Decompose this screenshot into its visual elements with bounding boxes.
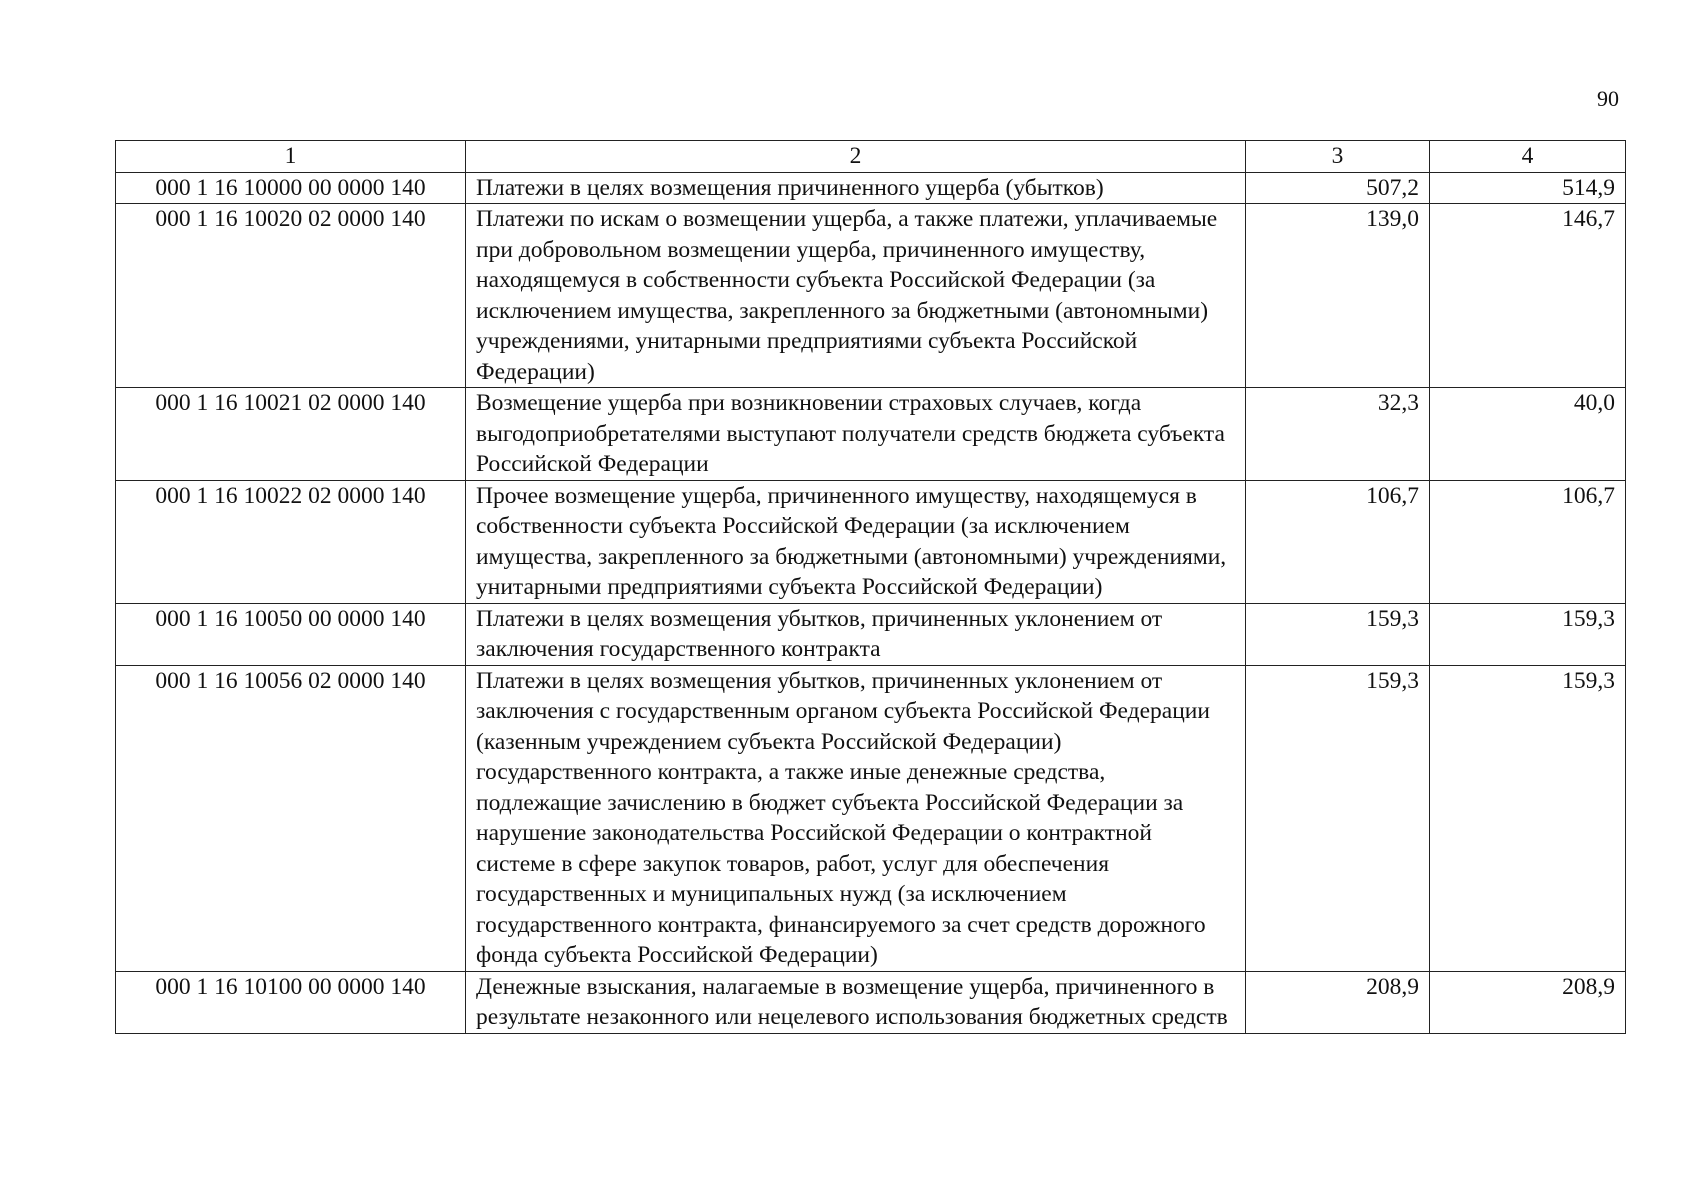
- revenue-name: Платежи в целях возмещения убытков, причиненных уклонением от заключения с государственным органом субъекта Российской Федерации (казенным учреждением субъекта Российской Федерации) государственного контракта, а также иные денежные средства, подлежащие зачислению в бюджет субъекта Российской Федерации за нарушение законодательства Российской Федерации о контрактной системе в сфере закупок товаров, работ, услуг для обеспечения государственных и муниципальных нужд (за исключением государственного контракта, финансируемого за счет средств дорожного фонда субъекта Российской Федерации): [466, 665, 1246, 971]
- revenue-name: Возмещение ущерба при возникновении страховых случаев, когда выгодоприобретателями выступают получатели средств бюджета субъекта Российской Федерации: [466, 388, 1246, 481]
- column-number-row: [116, 141, 1626, 173]
- budget-code: 000 1 16 10050 00 0000 140: [116, 603, 466, 665]
- value-col-4: 40,0: [1430, 388, 1626, 481]
- revenue-name: Денежные взыскания, налагаемые в возмещение ущерба, причиненного в результате незаконного или нецелевого использования бюджетных средств: [466, 971, 1246, 1033]
- column-header: 3: [1246, 141, 1430, 173]
- revenue-name: Прочее возмещение ущерба, причиненного имуществу, находящемуся в собственности субъекта Российской Федерации (за исключением имущества, закрепленного за бюджетными (автономными) учреждениями, унитарными предприятиями субъекта Российской Федерации): [466, 480, 1246, 603]
- column-header: 2: [466, 141, 1246, 173]
- table-row: [116, 971, 1626, 1033]
- budget-code: 000 1 16 10000 00 0000 140: [116, 172, 466, 204]
- budget-code: 000 1 16 10100 00 0000 140: [116, 971, 466, 1033]
- table-row: [116, 204, 1626, 388]
- value-col-4: 208,9: [1430, 971, 1626, 1033]
- value-col-4: 159,3: [1430, 603, 1626, 665]
- value-col-4: 514,9: [1430, 172, 1626, 204]
- value-col-3: 159,3: [1246, 603, 1430, 665]
- budget-code: 000 1 16 10020 02 0000 140: [116, 204, 466, 388]
- value-col-3: 139,0: [1246, 204, 1430, 388]
- table-row: [116, 172, 1626, 204]
- value-col-4: 106,7: [1430, 480, 1626, 603]
- value-col-3: 507,2: [1246, 172, 1430, 204]
- value-col-3: 208,9: [1246, 971, 1430, 1033]
- budget-code: 000 1 16 10021 02 0000 140: [116, 388, 466, 481]
- value-col-3: 32,3: [1246, 388, 1430, 481]
- revenue-name: Платежи в целях возмещения причиненного ущерба (убытков): [466, 172, 1246, 204]
- column-header: 1: [116, 141, 466, 173]
- table-row: [116, 388, 1626, 481]
- budget-code: 000 1 16 10056 02 0000 140: [116, 665, 466, 971]
- budget-code: 000 1 16 10022 02 0000 140: [116, 480, 466, 603]
- value-col-4: 146,7: [1430, 204, 1626, 388]
- value-col-3: 159,3: [1246, 665, 1430, 971]
- page-number: 90: [1597, 86, 1619, 111]
- value-col-3: 106,7: [1246, 480, 1430, 603]
- revenue-table: [115, 140, 1626, 1034]
- column-header: 4: [1430, 141, 1626, 173]
- revenue-name: Платежи в целях возмещения убытков, причиненных уклонением от заключения государственного контракта: [466, 603, 1246, 665]
- value-col-4: 159,3: [1430, 665, 1626, 971]
- table-row: [116, 480, 1626, 603]
- table-row: [116, 665, 1626, 971]
- table-row: [116, 603, 1626, 665]
- revenue-name: Платежи по искам о возмещении ущерба, а также платежи, уплачиваемые при добровольном возмещении ущерба, причиненного имуществу, находящемуся в собственности субъекта Российской Федерации (за исключением имущества, закрепленного за бюджетными (автономными) учреждениями, унитарными предприятиями субъекта Российской Федерации): [466, 204, 1246, 388]
